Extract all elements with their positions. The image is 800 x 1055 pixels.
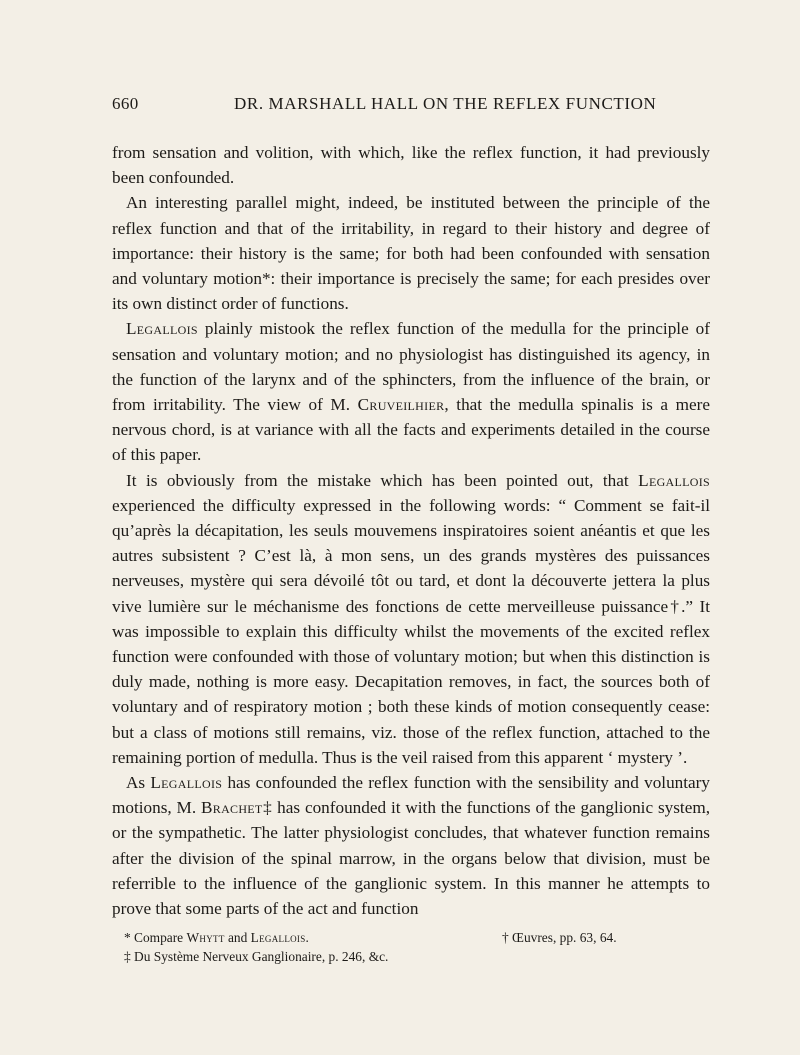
footnote-2: † Œuvres, pp. 63, 64. bbox=[502, 930, 617, 945]
text-run: ‡ has confounded it with the functions of the ganglionic system, or the sympathetic. The latter physiologist concludes, that whatever function remains after the division of the spinal marrow, in the organs below that division, must be referrible to the influence of the ganglionic system. In this manner he attempts to prove that some parts of the act and function bbox=[112, 798, 710, 919]
text-run: experienced the difficulty expressed in the following words: “ Comment se fait-il qu’après la décapitation, les seuls mouvemens inspiratoires soient anéantis et que les autres subsistent ? C’est là, à mon sens, un des grands mystères des puissances nerveuses, mystère qui sera dévoilé tôt ou tard, et dont la découverte jettera la plus vive lumière sur le méchanisme des fonctions de cette merveilleuse puissance†.” It was impossible to explain this difficulty whilst the movements of the excited reflex function were confounded with those of voluntary motion; but when this distinction is duly made, nothing is more easy. Decapitation removes, in fact, the sources both of voluntary and of respiratory motion ; both these kinds of motion consequently cease: but a class of motions still remains, viz. those of the reflex function, attached to the remaining portion of medulla. Thus is the veil raised from this apparent ‘ mystery ’. bbox=[112, 495, 710, 767]
paragraph-3 bbox=[112, 316, 710, 467]
footnote-3: ‡ Du Système Nerveux Ganglionaire, p. 246, &c. bbox=[124, 949, 389, 964]
text-run: plainly mistook the reflex function of the medulla for the principle of sensation and voluntary motion; and no physiologist has distinguished its agency, in the function of the larynx and of the sphincters, from the influence of the brain, or from irritability. The view of M. bbox=[112, 319, 710, 415]
text-run: As bbox=[126, 773, 151, 793]
author-name: Legallois bbox=[150, 773, 223, 793]
paragraph-4 bbox=[112, 468, 710, 770]
body-text bbox=[112, 140, 710, 921]
text-run: * Compare bbox=[124, 930, 187, 945]
text-run: It is obviously from the mistake which has been pointed out, that bbox=[126, 470, 639, 490]
author-name: Legallois bbox=[250, 930, 306, 945]
paragraph-5 bbox=[112, 770, 710, 921]
text-run: and bbox=[224, 930, 251, 945]
text-run: . bbox=[305, 930, 309, 945]
paragraph-1: from sensation and volition, with which, like the reflex function, it had previously been confounded. bbox=[112, 143, 710, 188]
footnote-row bbox=[112, 947, 710, 966]
author-name: Legallois bbox=[638, 470, 710, 490]
text-run: has confounded the reflex function with the sensibility and voluntary motions, M. bbox=[112, 773, 710, 818]
page-number: 660 bbox=[112, 94, 139, 113]
text-run: , that the medulla spinalis is a mere nervous chord, is at variance with all the facts and experiments detailed in the course of this paper. bbox=[112, 395, 710, 465]
author-name: Legallois bbox=[126, 319, 198, 339]
footnote-row bbox=[112, 928, 710, 947]
running-title: DR. MARSHALL HALL ON THE REFLEX FUNCTION bbox=[234, 94, 657, 113]
author-name: Whytt bbox=[186, 930, 225, 945]
author-name: Brachet bbox=[201, 798, 263, 818]
footnotes bbox=[112, 928, 710, 966]
footnote-1 bbox=[124, 928, 309, 947]
author-name: Cruveilhier bbox=[357, 395, 445, 415]
running-header bbox=[112, 94, 710, 118]
paragraph-2: An interesting parallel might, indeed, be instituted between the principle of the reflex function and that of the irritability, in regard to their history and degree of importance: their history is the same; for both had been confounded with sensation and voluntary motion*: their importance is precisely the same; for each presides over its own distinct order of functions. bbox=[112, 193, 710, 314]
